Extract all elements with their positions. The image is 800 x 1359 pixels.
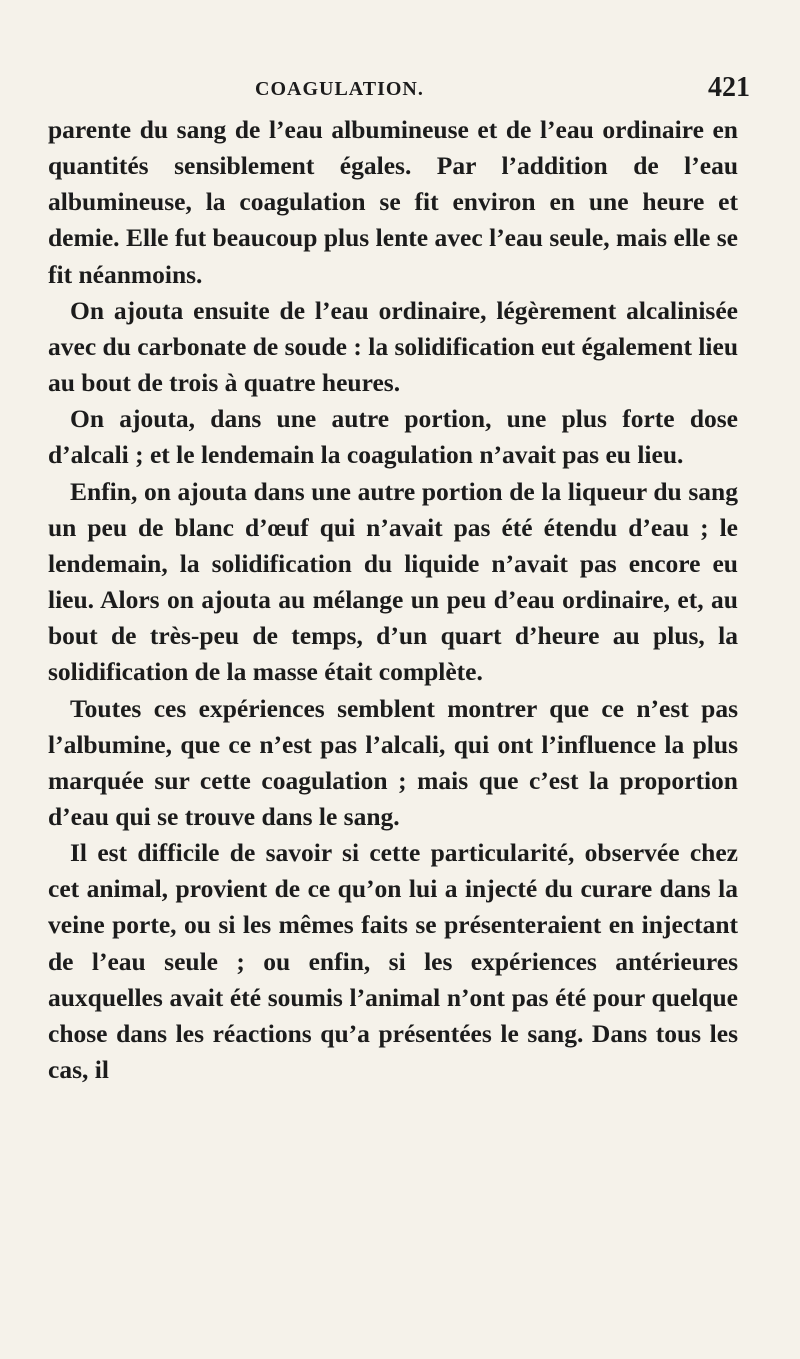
paragraph-4: Enfin, on ajouta dans une autre portion de la liqueur du sang un peu de blanc d’œuf qui n’avait pas été étendu d’eau ; le lendemain, la solidification du liquide n’avait pas encore eu lieu. Alors on ajouta au mélange un peu d’eau ordinaire, et, au bout de très-peu de temps, d’un quart d’heure au plus, la solidification de la masse était complète.: [48, 476, 738, 687]
paragraph-3: On ajouta, dans une autre portion, une plus forte dose d’alcali ; et le lendemain la coagulation n’avait pas eu lieu.: [48, 404, 738, 470]
page-number: 421: [708, 72, 750, 103]
paragraph-1: parente du sang de l’eau albumineuse et de l’eau ordinaire en quantités sensiblement égales. Par l’addition de l’eau albumineuse, la coagulation se fit environ en une heure et demie. Elle fut beaucoup plus lente avec l’eau seule, mais elle se fit néanmoins.: [48, 115, 738, 289]
paragraph-5: Toutes ces expériences semblent montrer que ce n’est pas l’albumine, que ce n’est pas l’alcali, qui ont l’influence la plus marquée sur cette coagulation ; mais que c’est la proportion d’eau qui se trouve dans le sang.: [48, 693, 738, 831]
body-text: [48, 112, 738, 1088]
paragraph-2: On ajouta ensuite de l’eau ordinaire, légèrement alcalinisée avec du carbonate de soude : la solidification eut également lieu au bout de trois à quatre heures.: [48, 295, 738, 398]
running-title: COAGULATION.: [255, 78, 424, 100]
paragraph-6: Il est difficile de savoir si cette particularité, observée chez cet animal, provient de ce qu’on lui a injecté du curare dans la veine porte, ou si les mêmes faits se présenteraient en injectant de l’eau seule ; ou enfin, si les expériences antérieures auxquelles avait été soumis l’animal n’ont pas été pour quelque chose dans les réactions qu’a présentées le sang. Dans tous les cas, il: [48, 838, 738, 1085]
running-head: [40, 72, 760, 108]
